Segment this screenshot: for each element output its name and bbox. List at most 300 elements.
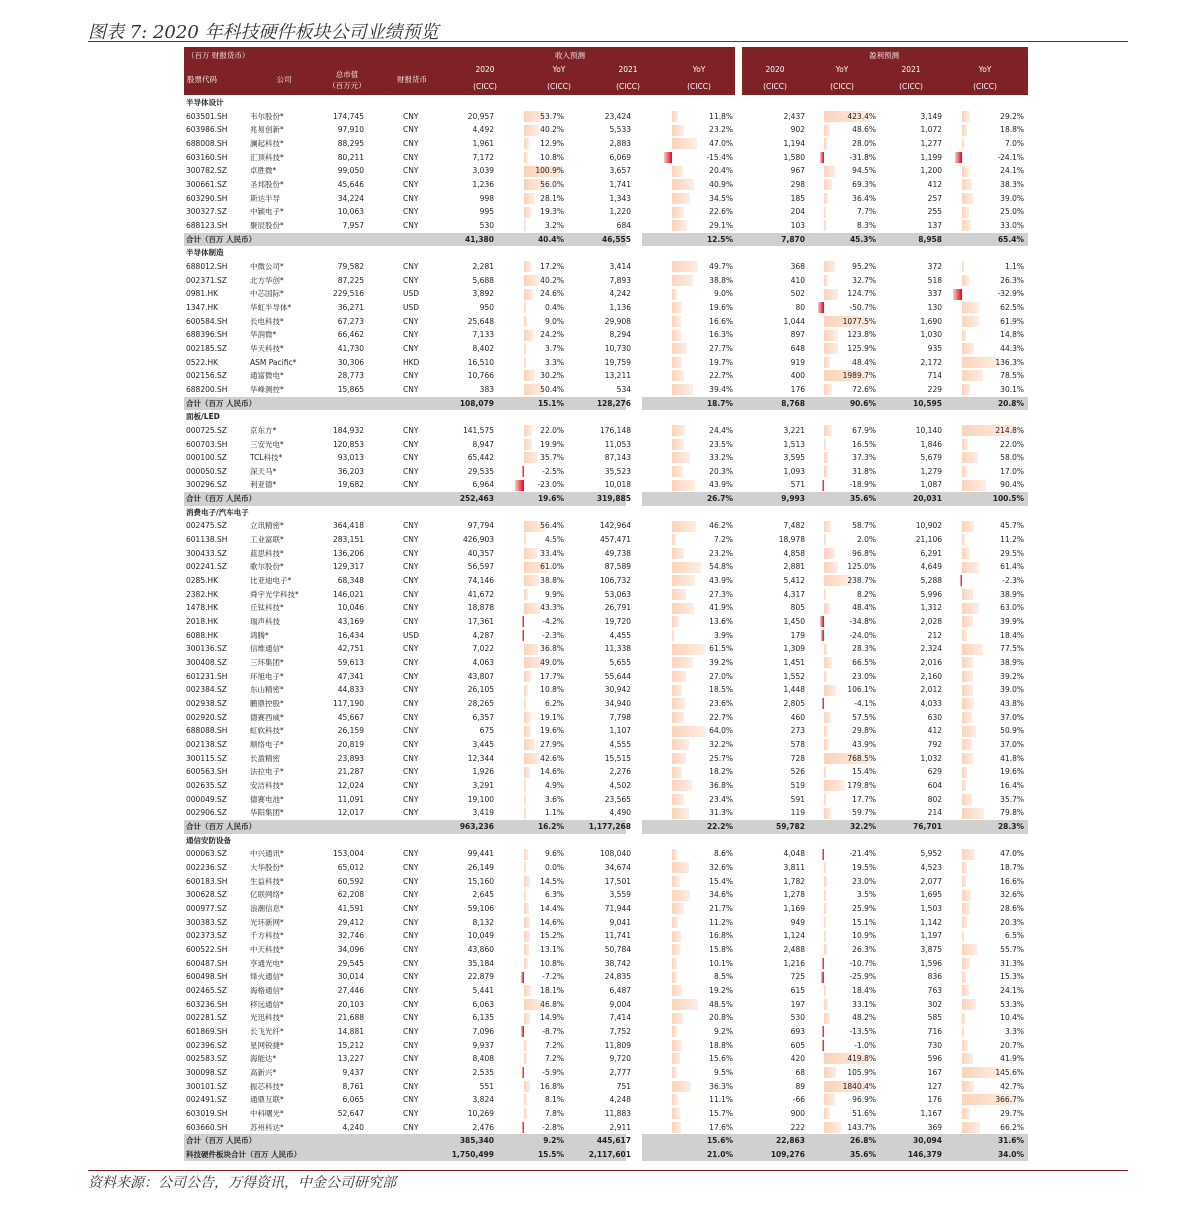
profit-2021-yoy: 29.2% — [1000, 111, 1024, 121]
table-row — [184, 342, 1028, 356]
profit-2020-yoy: -18.9% — [849, 480, 876, 490]
profit-2020: 502 — [790, 289, 805, 299]
ticker: 300098.SZ — [186, 1067, 227, 1077]
profit-2020-yoy: 28.3% — [852, 644, 876, 654]
grand-total-profit-2020: 109,276 — [770, 1149, 805, 1159]
total-rev-2021-yoy: 22.2% — [706, 821, 733, 831]
profit-2020: 176 — [790, 384, 805, 394]
rev-2020: 17,361 — [467, 617, 494, 627]
company: 海格通信* — [250, 985, 284, 995]
profit-2020-yoy: 8.3% — [856, 220, 876, 230]
ticker: 000063.SZ — [186, 849, 227, 859]
rev-2020-yoy: 18.1% — [540, 985, 564, 995]
profit-2021-yoy: 41.8% — [1000, 753, 1024, 763]
market-cap: 34,224 — [337, 193, 364, 203]
rev-2021: 1,136 — [609, 302, 631, 312]
currency: CNY — [403, 699, 419, 709]
pft-2021-yoy-cicc: (CICC) — [973, 82, 997, 91]
currency: CNY — [403, 767, 419, 777]
rev-2021: 29,908 — [604, 316, 631, 326]
table-row — [184, 656, 1028, 670]
profit-2020-yoy: 51.6% — [852, 1108, 876, 1118]
figure-title: 图表 7: 2020 年科技硬件板块公司业绩预览 — [88, 22, 439, 43]
currency: CNY — [403, 1081, 419, 1091]
rev-2021-yoy: 15.7% — [709, 1108, 733, 1118]
table-row — [184, 560, 1028, 574]
table-row — [184, 601, 1028, 615]
rev-2021-yoy: 11.2% — [709, 917, 733, 927]
profit-2020: 1,044 — [783, 316, 805, 326]
rev-2020: 74,146 — [467, 576, 494, 586]
profit-2020: 919 — [790, 357, 805, 367]
ticker: 002371.SZ — [186, 275, 227, 285]
profit-2021-yoy: 29.7% — [1000, 1108, 1024, 1118]
table-row — [184, 1093, 1028, 1107]
profit-2021-yoy: 366.7% — [995, 1095, 1024, 1105]
rev-2021: 751 — [616, 1081, 631, 1091]
ticker: 600183.SH — [186, 876, 228, 886]
market-cap: 68,348 — [337, 576, 364, 586]
company: 澜起科技* — [250, 138, 284, 148]
rev-2020: 426,903 — [462, 535, 494, 545]
market-cap: 44,833 — [337, 685, 364, 695]
total-profit-2020-yoy: 90.6% — [849, 398, 876, 408]
profit-2021-yoy: 18.7% — [1000, 862, 1024, 872]
market-cap: 20,103 — [337, 999, 364, 1009]
profit-2021: 4,523 — [920, 862, 942, 872]
rev-2020-yoy: 28.1% — [540, 193, 564, 203]
profit-2021-yoy: 16.4% — [1000, 781, 1024, 790]
market-cap: 32,746 — [337, 931, 364, 941]
profit-2021-yoy: 15.3% — [1000, 972, 1024, 982]
rev-2020-yoy: -7.2% — [542, 972, 564, 982]
rev-2021: 2,911 — [609, 1122, 631, 1132]
company: 移远通信* — [250, 999, 284, 1009]
table-row — [184, 765, 1028, 779]
company: 蓝思科技* — [250, 548, 284, 558]
profit-2020-yoy: -34.8% — [849, 617, 876, 627]
rev-2021-yoy-cicc: (CICC) — [687, 82, 711, 91]
profit-2021-yoy: 90.4% — [1000, 480, 1024, 490]
rev-2020-yoy: -2.8% — [542, 1122, 564, 1132]
profit-2020-yoy: 18.4% — [852, 985, 876, 995]
rev-2021: 13,211 — [604, 371, 631, 381]
pft-2021-year: 2021 — [901, 65, 921, 74]
company: 中科曙光* — [250, 1108, 284, 1118]
header-profit — [742, 47, 1028, 95]
total-profit-2021-yoy: 65.4% — [997, 234, 1024, 244]
profit-2021: 5,952 — [920, 849, 942, 859]
currency: CNY — [403, 220, 419, 230]
profit-2021-yoy: 28.6% — [1000, 903, 1024, 913]
total-profit-2020: 59,782 — [776, 821, 805, 831]
profit-2021-yoy: 53.3% — [1000, 999, 1024, 1009]
table-row — [184, 274, 1028, 288]
profit-2020: 68 — [795, 1067, 805, 1077]
rev-2020-yoy: 49.0% — [540, 658, 564, 668]
profit-2020: 3,221 — [783, 425, 805, 435]
profit-2020-yoy: 8.2% — [856, 589, 876, 599]
table-row — [184, 984, 1028, 998]
rev-2020: 65,442 — [467, 453, 494, 463]
total-rev-2020-yoy: 40.4% — [537, 234, 564, 244]
rev-2021: 30,942 — [604, 685, 631, 695]
profit-2020-yoy: 26.3% — [852, 944, 876, 954]
rev-2020: 1,236 — [472, 179, 494, 189]
ticker: 002281.SZ — [186, 1013, 227, 1023]
section-total-row — [184, 492, 1028, 506]
rev-2020: 675 — [479, 726, 494, 736]
rev-2021: 19,720 — [604, 617, 631, 627]
rev-2020-yoy: 61.0% — [540, 562, 564, 572]
rev-2021-yoy: 40.9% — [709, 179, 733, 189]
table-row — [184, 192, 1028, 206]
rev-2021-yoy: 15.8% — [709, 944, 733, 954]
currency: CNY — [403, 466, 419, 476]
profit-2021: 2,016 — [920, 658, 942, 668]
rev-2021: 4,502 — [609, 781, 631, 790]
profit-2021-yoy: 47.0% — [1000, 849, 1024, 859]
profit-2021: 3,149 — [920, 111, 942, 121]
table-row — [184, 629, 1028, 643]
profit-2021: 302 — [927, 999, 942, 1009]
rev-2020-yoy: 3.3% — [544, 357, 564, 367]
market-cap: 21,688 — [337, 1013, 364, 1023]
profit-2020: 410 — [790, 275, 805, 285]
table-row — [184, 1039, 1028, 1053]
market-cap: 8,761 — [342, 1081, 364, 1091]
table-row — [184, 793, 1028, 807]
section-header — [184, 410, 1028, 424]
profit-2021-yoy: 41.9% — [1000, 1054, 1024, 1064]
rev-2020-yoy: 3.2% — [544, 220, 564, 230]
pft-2021-yoy: YoY — [978, 65, 992, 74]
profit-2021: 214 — [927, 808, 942, 818]
rev-2021-yoy: 23.6% — [709, 699, 733, 709]
profit-2021: 935 — [927, 343, 942, 353]
rev-2021-yoy: 15.4% — [709, 876, 733, 886]
rev-2021-yoy: 22.7% — [709, 712, 733, 722]
rev-2021-yoy: 10.1% — [709, 958, 733, 968]
section-name: 半导体制造 — [186, 248, 224, 258]
profit-2020: 967 — [790, 166, 805, 176]
profit-2021: 176 — [927, 1095, 942, 1105]
profit-2021-yoy: 55.7% — [1000, 944, 1024, 954]
rev-2020: 43,860 — [467, 944, 494, 954]
profit-2021: 1,846 — [920, 439, 942, 449]
table-row — [184, 328, 1028, 342]
unit-note: （百万 财报货币） — [187, 51, 250, 60]
profit-2020: 197 — [790, 999, 805, 1009]
profit-2020-yoy: 96.9% — [852, 1095, 876, 1105]
company: 工业富联* — [250, 535, 284, 545]
profit-2021: 2,324 — [920, 644, 942, 654]
ticker: 2382.HK — [186, 589, 219, 599]
ticker: 688088.SH — [186, 726, 228, 736]
profit-2021: 1,503 — [920, 903, 942, 913]
rev-2020-yoy: 53.7% — [540, 111, 564, 121]
rev-2020: 99,441 — [467, 849, 494, 859]
ticker: 002475.SZ — [186, 521, 227, 531]
rev-2020: 4,492 — [472, 125, 494, 135]
rev-2020: 26,149 — [467, 862, 494, 872]
profit-2020: 526 — [790, 767, 805, 777]
profit-2020: 578 — [790, 740, 805, 750]
profit-2020: 728 — [790, 753, 805, 763]
rev-2021-yoy: 29.1% — [709, 220, 733, 230]
table-row — [184, 929, 1028, 943]
company: 瑞声科技 — [250, 617, 280, 627]
profit-2020-yoy: 59.7% — [852, 808, 876, 818]
table-row — [184, 861, 1028, 875]
profit-2020-yoy: 43.9% — [852, 740, 876, 750]
profit-2020: 530 — [790, 1013, 805, 1023]
company: 华虹半导体* — [250, 302, 292, 312]
currency: CNY — [403, 958, 419, 968]
profit-2020-yoy: 66.5% — [852, 658, 876, 668]
profit-2020-yoy: 48.2% — [852, 1013, 876, 1023]
profit-2020-yoy: 1077.5% — [842, 316, 876, 326]
market-cap: 6,065 — [342, 1095, 364, 1105]
total-rev-2020-yoy: 15.1% — [537, 398, 564, 408]
profit-2020: 897 — [790, 330, 805, 340]
profit-2020: 2,437 — [783, 111, 805, 121]
rev-2021-yoy: 19.7% — [709, 357, 733, 367]
header-revenue — [444, 47, 735, 95]
profit-2020-yoy: 16.5% — [852, 439, 876, 449]
profit-2021: 716 — [927, 1026, 942, 1036]
total-rev-2021: 1,177,268 — [588, 821, 631, 831]
rev-2021-yoy: 9.0% — [713, 289, 733, 299]
profit-2020-yoy: 69.3% — [852, 179, 876, 189]
profit-2020-yoy: -24.0% — [849, 630, 876, 640]
company: 兆易创新* — [250, 125, 284, 135]
rev-2020-yoy: 12.9% — [540, 138, 564, 148]
ticker: 600498.SH — [186, 972, 228, 982]
table-row — [184, 123, 1028, 137]
profit-2021: 1,199 — [920, 152, 942, 162]
rev-2020: 20,957 — [467, 111, 494, 121]
profit-2021-yoy: 18.4% — [1000, 630, 1024, 640]
profit-2020-yoy: 36.4% — [852, 193, 876, 203]
rev-2021: 4,455 — [609, 630, 631, 640]
rev-2021: 9,720 — [609, 1054, 631, 1064]
rev-2020: 383 — [479, 384, 494, 394]
profit-2020: 615 — [790, 985, 805, 995]
profit-2020-yoy: 96.8% — [852, 548, 876, 558]
profit-2021-yoy: 39.2% — [1000, 671, 1024, 681]
profit-2021-yoy: 29.5% — [1000, 548, 1024, 558]
ticker: 002465.SZ — [186, 985, 227, 995]
ticker: 002236.SZ — [186, 862, 227, 872]
ticker: 002138.SZ — [186, 740, 227, 750]
rev-2021-yoy: 23.2% — [709, 548, 733, 558]
rev-2020-yoy: 43.3% — [540, 603, 564, 613]
rev-2021-yoy: 43.9% — [709, 576, 733, 586]
rev-2021: 684 — [616, 220, 631, 230]
profit-2020-yoy: 28.0% — [852, 138, 876, 148]
profit-2021-yoy: 43.8% — [1000, 699, 1024, 709]
rev-2020: 3,039 — [472, 166, 494, 176]
profit-2020-yoy: 1989.7% — [842, 371, 876, 381]
currency: CNY — [403, 193, 419, 203]
section-header — [184, 246, 1028, 260]
table-row — [184, 287, 1028, 301]
profit-2021-yoy: 63.0% — [1000, 603, 1024, 613]
market-cap: 43,169 — [337, 617, 364, 627]
currency: CNY — [403, 275, 419, 285]
rev-2020-yoy: -2.3% — [542, 630, 564, 640]
table-row — [184, 697, 1028, 711]
rev-2020-yoy: 50.4% — [540, 384, 564, 394]
table-row — [184, 219, 1028, 233]
market-cap: 29,412 — [337, 917, 364, 927]
rev-2020: 6,964 — [472, 480, 494, 490]
header-currency: 财报货币 — [397, 75, 427, 84]
rev-2021: 2,777 — [609, 1067, 631, 1077]
grand-total-row — [184, 1148, 1028, 1162]
profit-2020-yoy: 23.0% — [852, 876, 876, 886]
profit-2021-yoy: 20.7% — [1000, 1040, 1024, 1050]
market-cap: 19,682 — [337, 480, 364, 490]
profit-2021-yoy: 58.0% — [1000, 453, 1024, 463]
table-row — [184, 438, 1028, 452]
company: 长飞光纤* — [250, 1026, 284, 1036]
profit-2020: 3,595 — [783, 453, 805, 463]
profit-2021-yoy: 14.8% — [1000, 330, 1024, 340]
grand-total-rev-2020: 1,750,499 — [451, 1149, 494, 1159]
rev-2020-yoy: 14.6% — [540, 917, 564, 927]
company: 亿联网络* — [250, 890, 284, 900]
currency: HKD — [403, 357, 420, 367]
profit-2021: 337 — [927, 289, 942, 299]
source-note: 资料来源：公司公告，万得资讯，中金公司研究部 — [88, 1175, 396, 1191]
profit-2021: 730 — [927, 1040, 942, 1050]
company: 中芯国际* — [250, 289, 284, 299]
currency: CNY — [403, 179, 419, 189]
rev-2020: 7,172 — [472, 152, 494, 162]
profit-2020: 7,482 — [783, 521, 805, 531]
ticker: 002396.SZ — [186, 1040, 227, 1050]
rev-2021-yoy: 27.0% — [709, 671, 733, 681]
profit-2021: 21,106 — [915, 535, 942, 545]
rev-2020: 1,961 — [472, 138, 494, 148]
company: 亨通光电* — [250, 958, 284, 968]
profit-2020: 368 — [790, 261, 805, 271]
market-cap: 66,462 — [337, 330, 364, 340]
rev-2021-yoy: 19.6% — [709, 302, 733, 312]
profit-2020-yoy: 143.7% — [847, 1122, 876, 1132]
rev-2020: 3,291 — [472, 781, 494, 790]
profit-2021-yoy: 37.0% — [1000, 712, 1024, 722]
rev-2021-yoy: 11.8% — [709, 111, 733, 121]
rev-2020: 15,160 — [467, 876, 494, 886]
company: 三安光电* — [250, 439, 284, 449]
rev-2020-yoy: 14.9% — [540, 1013, 564, 1023]
profit-2021-yoy: 17.0% — [1000, 466, 1024, 476]
rev-2020: 5,688 — [472, 275, 494, 285]
company: 斯达半导 — [250, 193, 280, 203]
rev-2021-yoy: 9.2% — [713, 1026, 733, 1036]
rev-2021: 11,809 — [604, 1040, 631, 1050]
ticker: 000725.SZ — [186, 425, 227, 435]
rev-2021-yoy: 31.3% — [709, 808, 733, 818]
profit-2020: 4,317 — [783, 589, 805, 599]
market-cap: 23,893 — [337, 753, 364, 763]
market-cap: 283,151 — [332, 535, 364, 545]
grand-total-rev-2021-yoy: 21.0% — [706, 1149, 733, 1159]
profit-2021: 1,197 — [920, 931, 942, 941]
rev-2021-yoy: 22.6% — [709, 207, 733, 217]
rev-2020-yoy: 15.2% — [540, 931, 564, 941]
table-row — [184, 724, 1028, 738]
total-rev-2021-yoy: 18.7% — [706, 398, 733, 408]
rev-2020: 97,794 — [467, 521, 494, 531]
rev-2021: 6,487 — [609, 985, 631, 995]
profit-2021: 1,695 — [920, 890, 942, 900]
rev-2021-yoy: 18.8% — [709, 1040, 733, 1050]
rev-2021-yoy: 16.6% — [709, 316, 733, 326]
rev-2021: 1,107 — [609, 726, 631, 736]
table-row — [184, 519, 1028, 533]
company: 华润微* — [250, 330, 277, 340]
rev-2021: 9,041 — [609, 917, 631, 927]
profit-2020-yoy: 95.2% — [852, 261, 876, 271]
total-profit-2021: 8,958 — [918, 234, 942, 244]
profit-2021: 5,996 — [920, 589, 942, 599]
company: 高新兴* — [250, 1067, 277, 1077]
ticker: 1478.HK — [186, 603, 219, 613]
total-profit-2021: 76,701 — [913, 821, 942, 831]
section-total-row — [184, 233, 1028, 247]
ticker: 000977.SZ — [186, 903, 227, 913]
market-cap: 97,910 — [337, 125, 364, 135]
profit-2020: 1,448 — [783, 685, 805, 695]
rev-2021-yoy: 24.4% — [709, 425, 733, 435]
company: 长电科技* — [250, 316, 284, 326]
rev-2020: 998 — [479, 193, 494, 203]
profit-2020-yoy: 125.9% — [847, 343, 876, 353]
ticker: 603236.SH — [186, 999, 228, 1009]
ticker: 300408.SZ — [186, 658, 227, 668]
rev-2020-yoy: 19.1% — [540, 712, 564, 722]
company: 北方华创* — [250, 275, 284, 285]
rev-2021-yoy: 38.8% — [709, 275, 733, 285]
rev-2020: 29,535 — [467, 466, 494, 476]
rev-2021: 55,644 — [604, 671, 631, 681]
table-row — [184, 151, 1028, 165]
currency: CNY — [403, 658, 419, 668]
rev-2021-yoy: 15.6% — [709, 1054, 733, 1064]
grand-total-profit-2020-yoy: 35.6% — [849, 1149, 876, 1159]
rev-2020: 18,878 — [467, 603, 494, 613]
rev-2021-year: 2021 — [618, 65, 638, 74]
market-cap: 52,647 — [337, 1108, 364, 1118]
company: 三环集团* — [250, 658, 284, 668]
rev-2020-yoy: 17.2% — [540, 261, 564, 271]
rev-2020-yoy: 3.7% — [544, 343, 564, 353]
rev-2021: 34,940 — [604, 699, 631, 709]
currency: CNY — [403, 999, 419, 1009]
ticker: 000050.SZ — [186, 466, 227, 476]
profit-2020-yoy: 19.5% — [852, 862, 876, 872]
currency: CNY — [403, 808, 419, 818]
total-rev-2021: 46,555 — [602, 234, 631, 244]
section-header — [184, 834, 1028, 848]
profit-group-label: 盈利预测 — [869, 51, 899, 60]
profit-2021-yoy: 22.0% — [1000, 439, 1024, 449]
currency: CNY — [403, 1095, 419, 1105]
